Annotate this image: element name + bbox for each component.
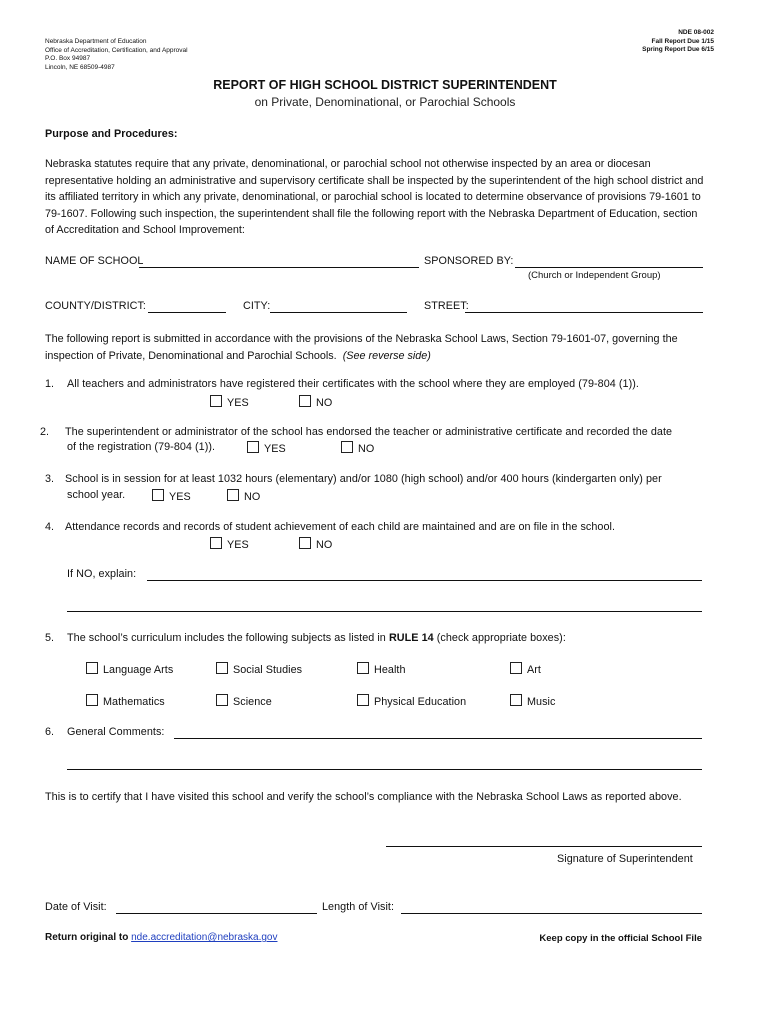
subject-label: Mathematics [103,696,165,708]
page-subtitle: on Private, Denominational, or Parochial Schools [254,95,516,109]
fall-due: Fall Report Due 1/15 [651,37,714,45]
no-label: NO [358,443,375,455]
org-pobox: P.O. Box 94987 [45,55,91,62]
date-of-visit-label: Date of Visit: [45,901,107,913]
subject-science[interactable] [216,694,272,708]
purpose-text: Nebraska statutes require that any private, denominational, or parochial school not otherwise inspected by an area or diocesan representative holding an administrative and supervisory certificate shall be inspected by the superintendent of the high school district and its affiliated territory in which any private, denominational, or parochial school is located to determine observance of provisions 79-1601 to 79-1607. Following such inspection, the superintendent shall file the following report with the Nebraska Department of Education, section of Accreditation and School Improvement: [45,158,704,237]
org-city: Lincoln, NE 68509-4987 [45,63,115,71]
subject-label: Art [527,664,541,676]
comments-field-line1[interactable] [174,738,702,739]
no-label: NO [316,397,333,409]
q1-no[interactable] [299,395,332,409]
subject-label: Music [527,696,556,708]
checkbox[interactable] [210,395,222,407]
street-label: STREET: [424,300,469,312]
checkbox[interactable] [152,489,164,501]
subject-social-studies[interactable] [216,662,302,676]
keep-copy-note: Keep copy in the official School File [539,933,702,944]
city-field[interactable] [270,312,407,313]
subject-language-arts[interactable] [86,662,173,676]
q3-text-line1: School is in session for at least 1032 hours (elementary) and/or 1080 (high school) and/or 400 hours (kindergarten only) per [65,473,662,485]
length-of-visit-field[interactable] [401,913,702,914]
explain-field-line2[interactable] [67,611,702,612]
purpose-heading: Purpose and Procedures: [45,128,178,140]
county-district-label: COUNTY/DISTRICT: [45,300,146,312]
org-address [45,38,188,72]
signature-label: Signature of Superintendent [557,853,693,865]
subject-health[interactable] [357,662,406,676]
q5-text-before: The school’s curriculum includes the following subjects as listed in [67,632,386,644]
q2-text-line2: of the registration (79-804 (1)). [67,441,216,453]
q3-number: 3. [45,473,55,485]
subject-label: Physical Education [374,696,467,708]
checkbox[interactable] [216,662,228,674]
yes-label: YES [227,397,249,409]
q4-no[interactable] [299,537,332,551]
street-field[interactable] [465,312,703,313]
sponsored-by-field[interactable] [515,267,703,268]
checkbox[interactable] [357,662,369,674]
sponsored-by-label: SPONSORED BY: [424,255,514,267]
name-of-school-label: NAME OF SCHOOL [45,255,144,267]
checkbox[interactable] [510,694,522,706]
checkbox[interactable] [510,662,522,674]
checkbox[interactable] [210,537,222,549]
explain-field-line1[interactable] [147,580,702,581]
subject-art[interactable] [510,662,541,676]
date-of-visit-field[interactable] [116,913,317,914]
org-name: Nebraska Department of Education [45,38,147,45]
yes-label: YES [227,539,249,551]
q2-yes[interactable] [247,441,286,455]
email-link[interactable]: nde.accreditation@nebraska.gov [131,932,278,943]
org-office: Office of Accreditation, Certification, and Approval [45,46,188,54]
q4-number: 4. [45,521,55,533]
subject-music[interactable] [510,694,555,708]
checkbox[interactable] [357,694,369,706]
checkbox[interactable] [86,662,98,674]
q3-text-line2: school year. [67,489,126,501]
return-label: Return original to [45,932,129,943]
q5-text-after: (check appropriate boxes): [436,632,566,644]
q4-text: Attendance records and records of student achievement of each child are maintained and are on file in the school. [65,521,616,533]
intro-note: (See reverse side) [342,349,431,362]
checkbox[interactable] [227,489,239,501]
yes-label: YES [264,443,286,455]
sponsored-hint: (Church or Independent Group) [528,270,661,281]
q2-text-line1: The superintendent or administrator of the school has endorsed the teacher or administrative certificate and recorded the date [65,426,673,438]
page-title: REPORT OF HIGH SCHOOL DISTRICT SUPERINTENDENT [213,78,557,92]
q6-number: 6. [45,726,55,738]
subject-physical-education[interactable] [357,694,466,708]
q2-no[interactable] [341,441,374,455]
spring-due: Spring Report Due 6/15 [642,46,714,53]
form-info [642,29,714,55]
q3-no[interactable] [227,489,260,503]
signature-field[interactable] [386,846,702,847]
form-code: NDE 08-002 [678,29,714,36]
subject-label: Language Arts [103,664,174,676]
city-label: CITY: [243,300,271,312]
subject-label: Science [233,696,272,708]
q3-yes[interactable] [152,489,191,503]
q1-text: All teachers and administrators have registered their certificates with the school where they are employed (79-804 (1)). [67,378,639,390]
checkbox[interactable] [86,694,98,706]
intro-text [45,331,705,364]
subject-mathematics[interactable] [86,694,165,708]
checkbox[interactable] [299,395,311,407]
q1-yes[interactable] [210,395,249,409]
length-of-visit-label: Length of Visit: [322,901,395,913]
q5-text [67,632,566,644]
q1-number: 1. [45,378,55,390]
no-label: NO [244,491,261,503]
intro-body: The following report is submitted in accordance with the provisions of the Nebraska School Laws, Section 79-1601-07, governing the inspection of Private, Denominational and Parochial Schools. [45,333,678,362]
q2-number: 2. [40,426,50,438]
certify-text: This is to certify that I have visited this school and verify the school’s compliance with the Nebraska School Laws as reported above. [45,791,682,803]
yes-label: YES [169,491,191,503]
checkbox[interactable] [341,441,353,453]
checkbox[interactable] [247,441,259,453]
checkbox[interactable] [299,537,311,549]
return-instructions [45,932,277,943]
q4-yes[interactable] [210,537,249,551]
explain-label: If NO, explain: [67,568,137,580]
county-district-field[interactable] [148,312,226,313]
no-label: NO [316,539,333,551]
q5-number: 5. [45,632,55,644]
name-of-school-field[interactable] [139,267,419,268]
subject-label: Health [374,664,406,676]
subject-label: Social Studies [233,664,303,676]
comments-field-line2[interactable] [67,769,702,770]
checkbox[interactable] [216,694,228,706]
q5-rule: RULE 14 [388,632,434,644]
q6-text: General Comments: [67,726,165,738]
